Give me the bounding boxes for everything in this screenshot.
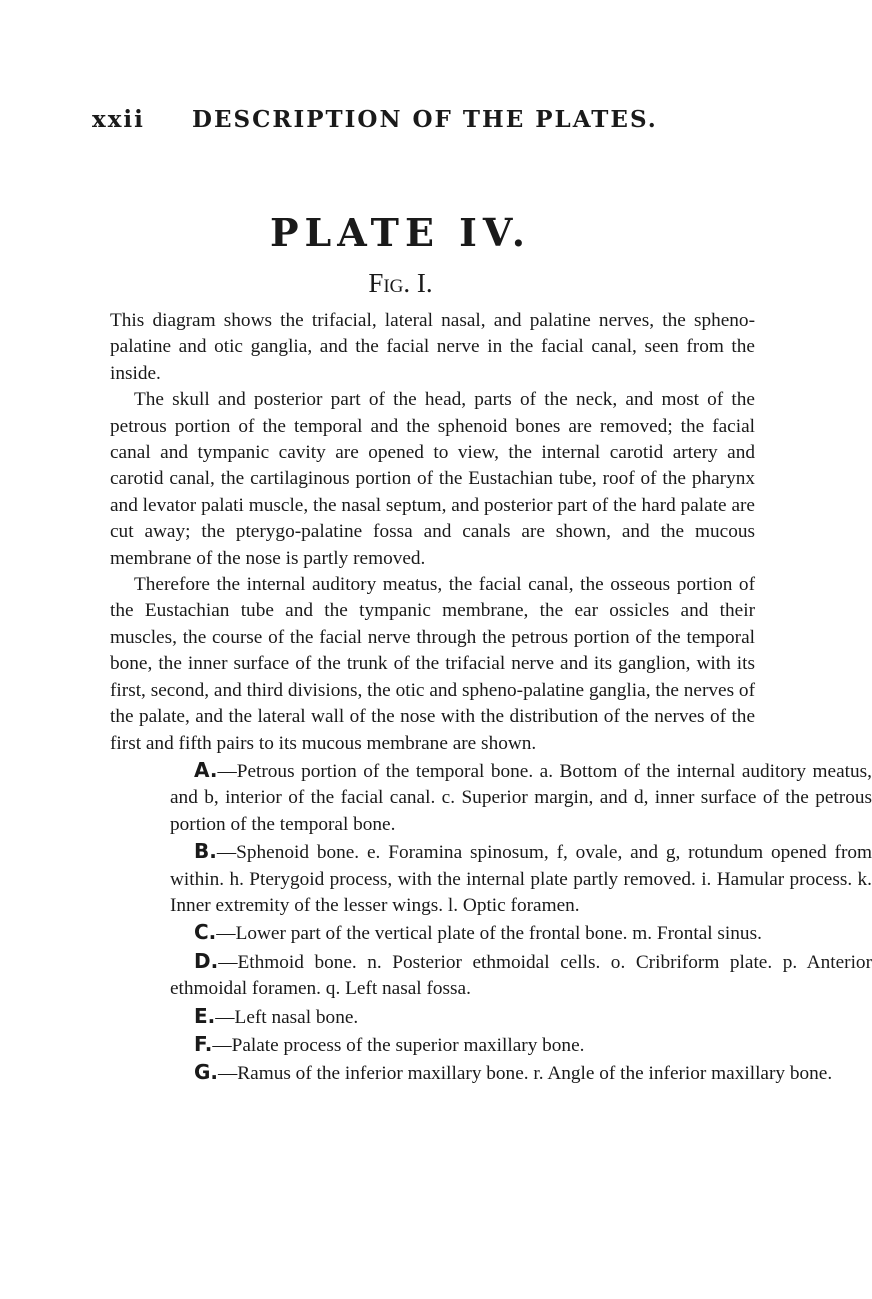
legend-text: —Ethmoid bone. n. Posterior ethmoidal cells. o. Cribriform plate. p. Anterior ethmoidal foramen. q. Left nasal fossa. bbox=[170, 951, 872, 1000]
legend-text: —Palate process of the superior maxillary bone. bbox=[212, 1034, 585, 1056]
legend-key: C. bbox=[194, 920, 217, 945]
legend-key: D. bbox=[194, 948, 219, 973]
legend-entry-a bbox=[110, 757, 872, 838]
legend-key: B. bbox=[194, 839, 217, 864]
legend-entry-f bbox=[110, 1031, 872, 1059]
legend-text: —Petrous portion of the temporal bone. a. Bottom of the internal auditory meatus, and b, interior of the facial canal. c. Superior margin, and d, inner surface of the petrous portion of the temporal bone. bbox=[170, 760, 872, 835]
legend-entry-e bbox=[110, 1003, 872, 1031]
paragraph-shown-parts: Therefore the internal auditory meatus, the facial canal, the osseous portion of the Eustachian tube and the tympanic membrane, the ear ossicles and their muscles, the course of the facial nerve through the petrous portion of the temporal bone, the inner surface of the trunk of the trifacial nerve and its ganglion, with its first, second, and third divisions, the otic and spheno-palatine ganglia, the nerves of the palate, and the lateral wall of the nose with the distribution of the nerves of the first and fifth pairs to its mucous membrane are shown. bbox=[110, 574, 755, 754]
body-text bbox=[110, 308, 872, 1088]
legend-text: —Left nasal bone. bbox=[215, 1006, 359, 1028]
legend-entry-c bbox=[110, 919, 872, 947]
legend-key: E. bbox=[194, 1003, 216, 1028]
running-header bbox=[92, 106, 741, 133]
legend-key: A. bbox=[194, 757, 218, 782]
legend-key: F. bbox=[194, 1031, 213, 1056]
legend-text: —Sphenoid bone. e. Foramina spinosum, f, ovale, and g, rotundum opened from within. h. Pterygoid process, with the internal plate partly removed. i. Hamular process. k. Inner extremity of the lesser wings. l. Optic foramen. bbox=[170, 842, 872, 916]
legend-text: —Lower part of the vertical plate of the frontal bone. m. Frontal sinus. bbox=[216, 923, 762, 945]
figure-title: Fig. I. bbox=[368, 268, 433, 298]
paragraph-removed-parts: The skull and posterior part of the head, parts of the neck, and most of the petrous portion of the temporal and the sphenoid bones are removed; the facial canal and tympanic cavity are opened to view, the internal carotid artery and carotid canal, the cartilaginous portion of the Eustachian tube, roof of the pharynx and levator palati muscle, the nasal septum, and posterior part of the hard palate are cut away; the pterygo-palatine fossa and canals are shown, and the mucous membrane of the nose is partly removed. bbox=[110, 389, 755, 569]
plate-title: PLATE IV. bbox=[269, 210, 531, 255]
paragraph-intro: This diagram shows the trifacial, lateral nasal, and palatine nerves, the spheno-palatine and otic ganglia, and the facial nerve in the facial canal, seen from the inside. bbox=[110, 310, 755, 384]
legend-text: —Ramus of the inferior maxillary bone. r. Angle of the inferior maxillary bone. bbox=[218, 1063, 833, 1085]
legend-entry-d bbox=[110, 948, 872, 1003]
legend-key: G. bbox=[194, 1060, 219, 1085]
running-title: DESCRIPTION OF THE PLATES. bbox=[192, 106, 658, 133]
legend-entry-g bbox=[110, 1059, 872, 1087]
legend-entry-b bbox=[110, 838, 872, 919]
page-number: xxii bbox=[92, 106, 145, 133]
